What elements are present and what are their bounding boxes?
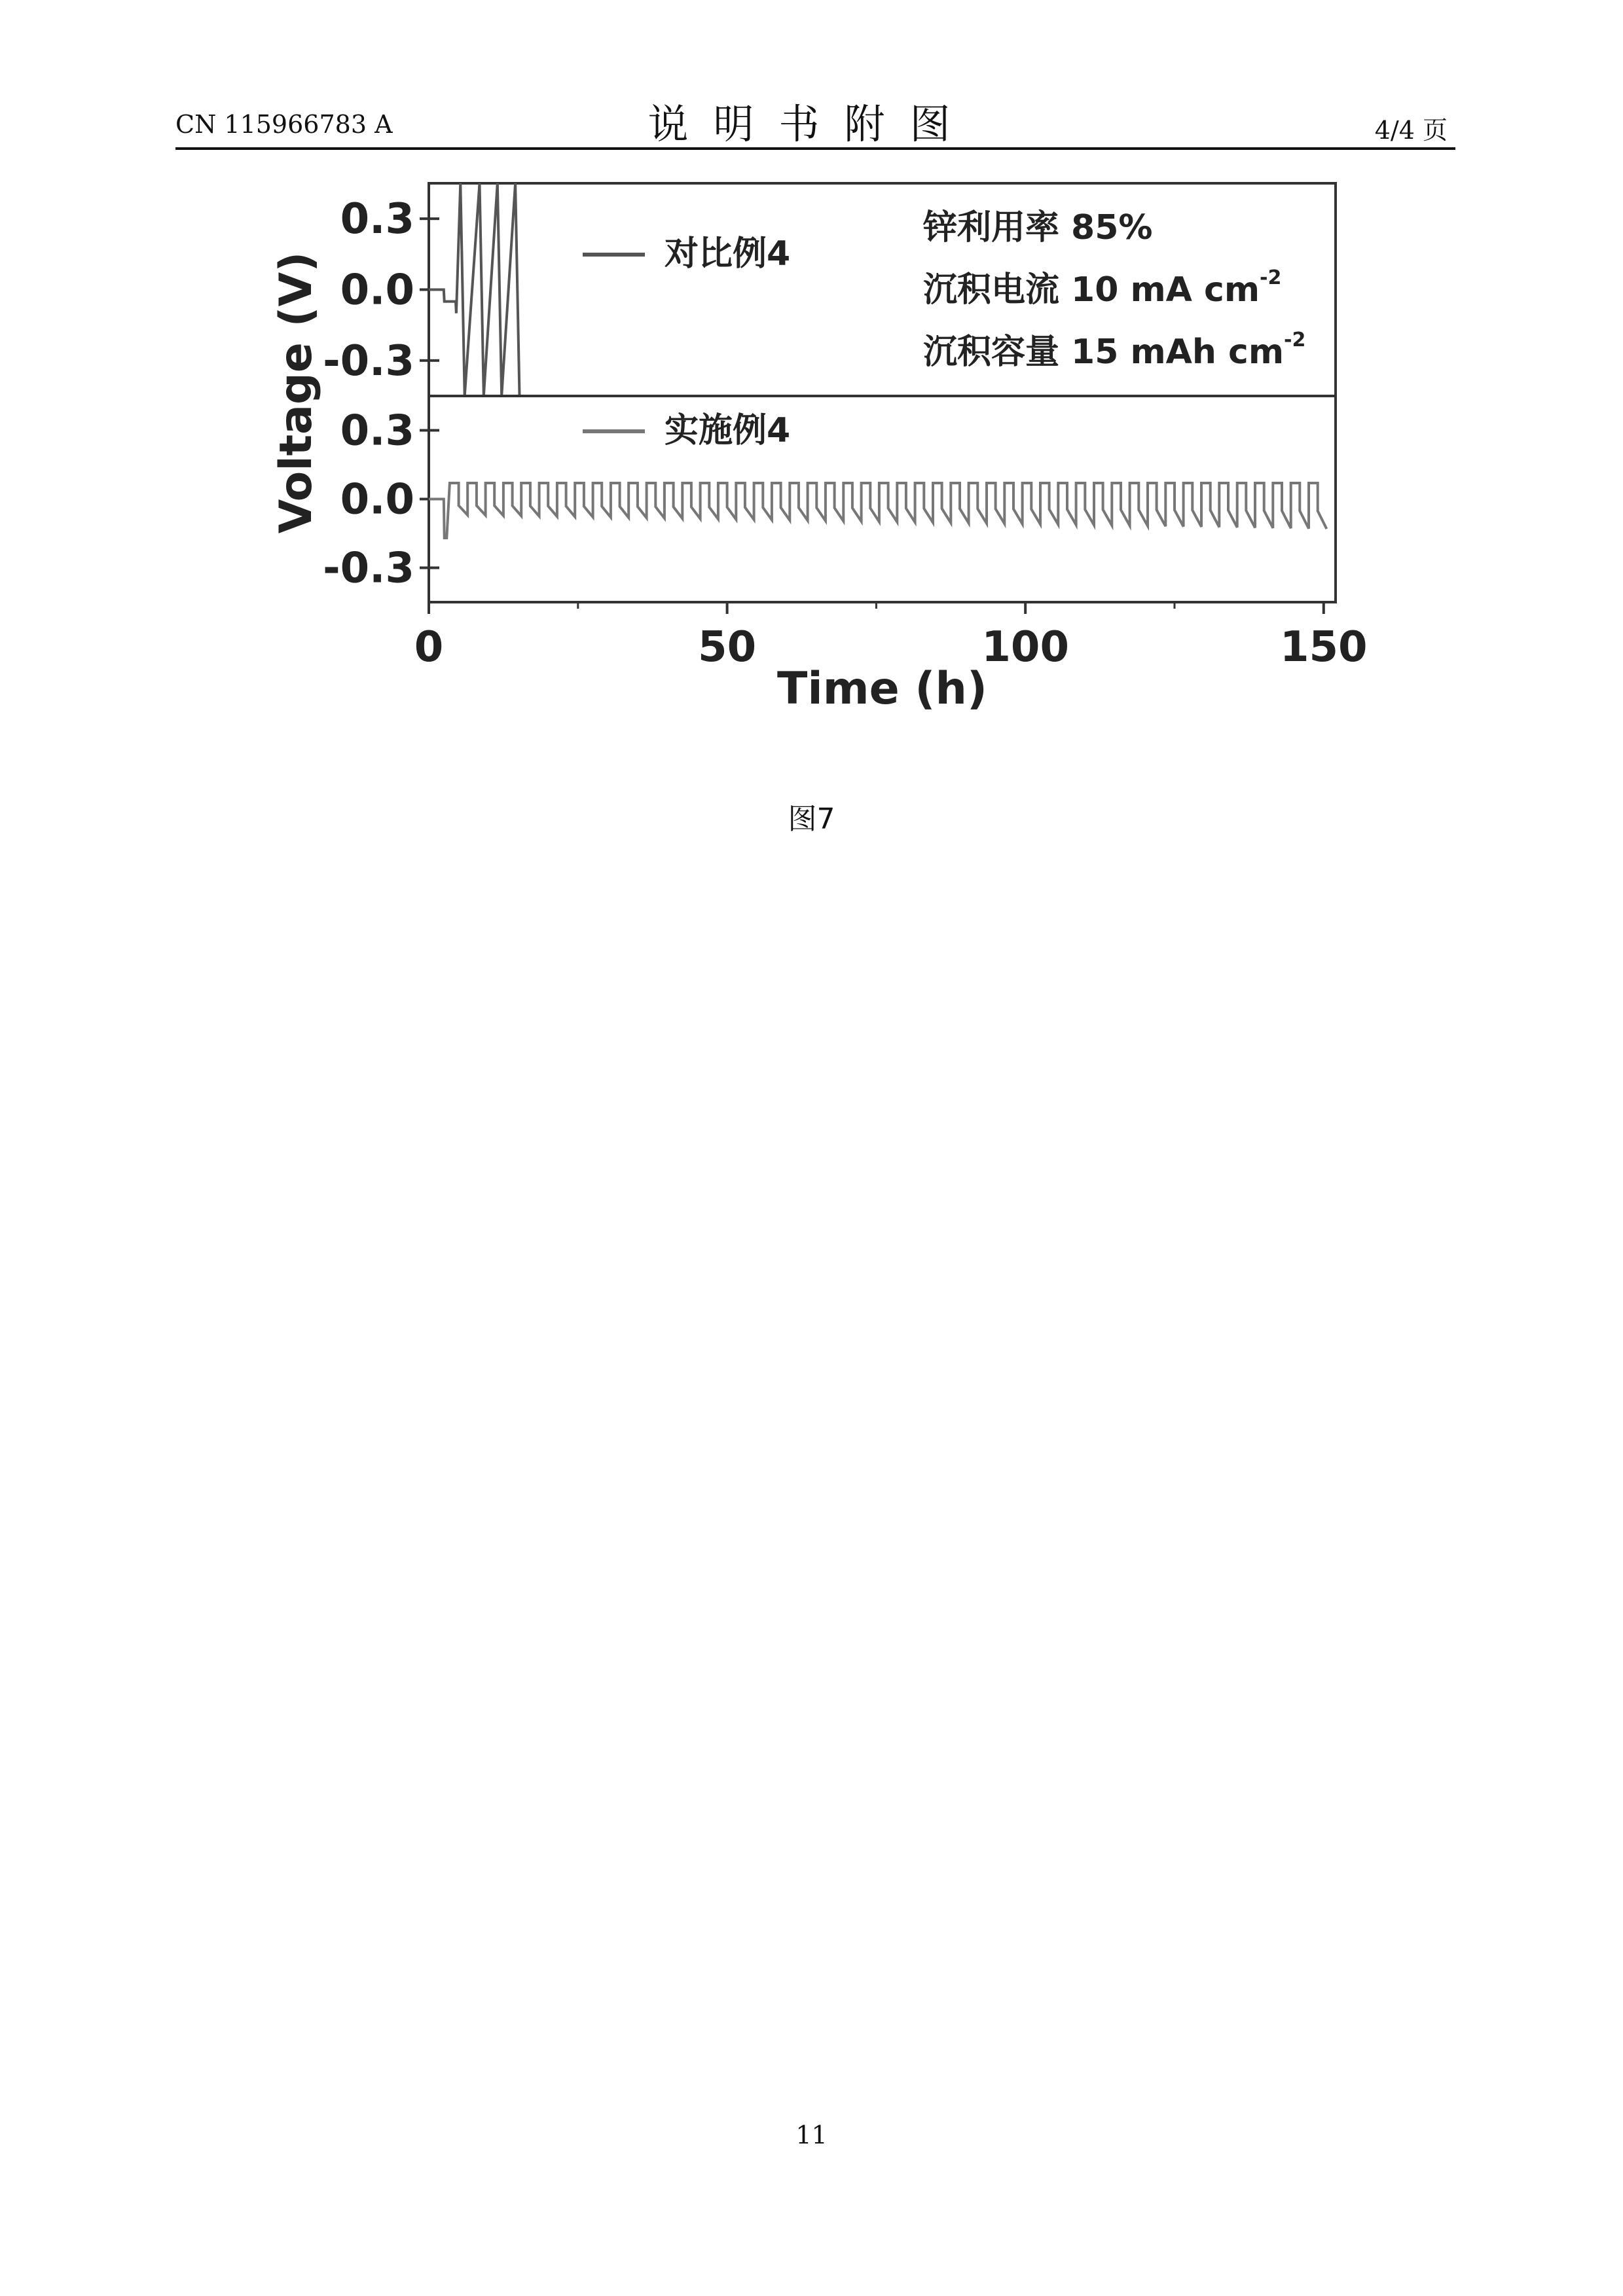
section-title: 说明书附图 xyxy=(647,100,976,148)
y-tick-label: 0.0 xyxy=(340,266,414,315)
annotation-text xyxy=(922,208,1152,247)
x-tick-label: 150 xyxy=(1279,623,1368,672)
annotation-value: 15 mAh cm xyxy=(1071,332,1285,372)
annotation-prefix: 沉积电流 xyxy=(923,270,1060,310)
annotation-text xyxy=(923,266,1281,310)
x-axis xyxy=(414,602,1368,672)
x-tick-label: 0 xyxy=(414,623,444,672)
annotation-prefix: 锌利用率 xyxy=(923,208,1060,247)
y-tick-label: 0.0 xyxy=(340,475,414,524)
x-tick-label: 50 xyxy=(698,623,757,672)
y-tick-label: 0.3 xyxy=(340,195,414,244)
voltage-time-chart xyxy=(249,167,1375,730)
annotation-superscript: -2 xyxy=(1260,266,1282,289)
y-tick-label: -0.3 xyxy=(323,544,414,593)
page-label: 4/4 页 xyxy=(1374,116,1448,145)
patent-number: CN 115966783 A xyxy=(175,110,393,139)
annotation-value: 85% xyxy=(1071,208,1153,247)
page-number: 11 xyxy=(795,2121,828,2149)
annotation-text xyxy=(923,329,1305,372)
annotation-value: 10 mA cm xyxy=(1071,270,1260,310)
legend-label: 实施例4 xyxy=(665,411,791,450)
x-axis-label: Time (h) xyxy=(777,663,987,715)
annotation-superscript: -2 xyxy=(1284,329,1306,351)
legend-label: 对比例4 xyxy=(665,234,791,274)
y-axis-label: Voltage (V) xyxy=(270,251,322,534)
header-rule xyxy=(175,147,1455,150)
series-line xyxy=(429,483,1326,538)
figure-caption: 图7 xyxy=(788,802,835,836)
series-line xyxy=(429,183,520,396)
top-panel xyxy=(323,183,1336,396)
y-tick-label: -0.3 xyxy=(323,336,414,386)
y-tick-label: 0.3 xyxy=(340,406,414,456)
x-tick-label: 100 xyxy=(981,623,1069,672)
annotation-prefix: 沉积容量 xyxy=(923,332,1060,372)
bottom-panel xyxy=(323,396,1336,602)
